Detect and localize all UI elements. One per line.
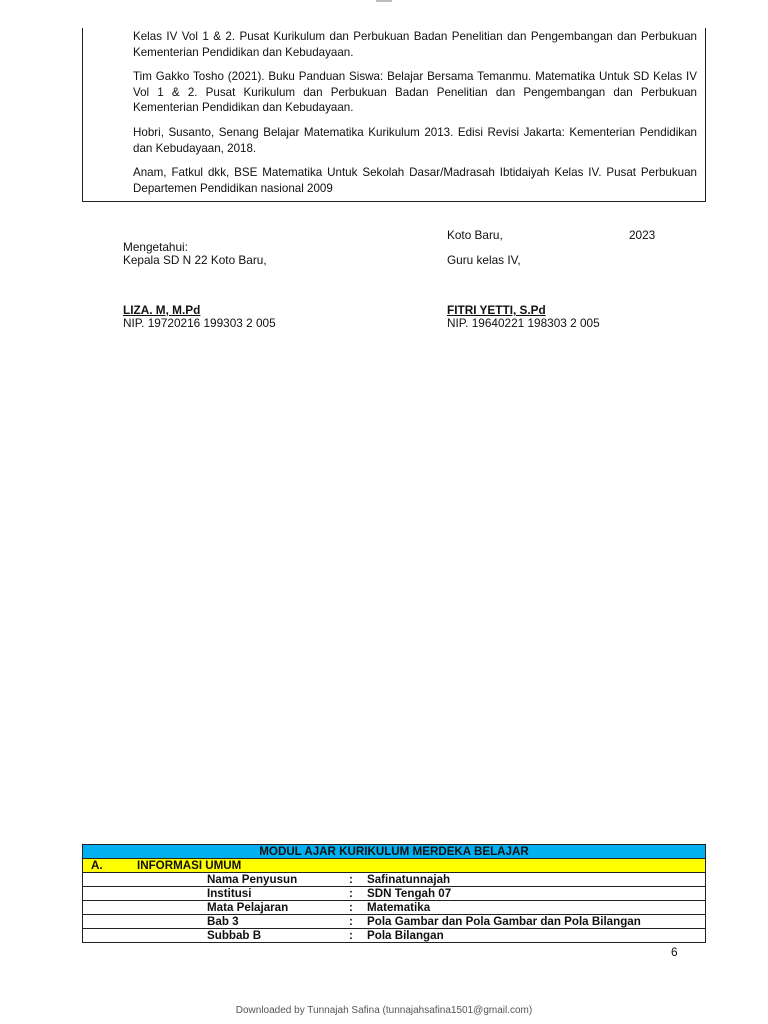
- table-title-row: [83, 845, 706, 859]
- reference-item: Tim Gakko Tosho (2021). Buku Panduan Siswa: Belajar Bersama Temanmu. Matematika Untuk SD Kelas IV Vol 1 & 2. Pusat Kurikulum dan Perbukuan Badan Penelitian dan Pengembangan dan Perbukuan Kementerian Pendidikan dan Kebudayaan.: [133, 70, 697, 115]
- row-value: SDN Tengah 07: [367, 887, 452, 900]
- table-title: MODUL AJAR KURIKULUM MERDEKA BELAJAR: [83, 845, 706, 859]
- download-footer: Downloaded by Tunnajah Safina (tunnajahsafina1501@gmail.com): [235, 1005, 533, 1016]
- reference-box: [82, 28, 706, 202]
- row-value: Pola Bilangan: [367, 929, 444, 942]
- reference-item: Anam, Fatkul dkk, BSE Matematika Untuk Sekolah Dasar/Madrasah Ibtidaiyah Kelas IV. Pusat Perbukuan Departemen Pendidikan nasional 2009: [133, 166, 697, 195]
- row-label: Bab 3: [207, 915, 239, 928]
- row-separator: :: [349, 915, 353, 928]
- row-label: Subbab B: [207, 929, 262, 942]
- table-row: [83, 887, 706, 901]
- row-separator: :: [349, 873, 353, 886]
- row-value: Matematika: [367, 901, 431, 914]
- reference-list: [133, 29, 697, 205]
- section-header-row: [83, 859, 706, 873]
- row-label: Institusi: [207, 887, 252, 900]
- row-separator: :: [349, 901, 353, 914]
- teacher-name: FITRI YETTI, S.Pd: [447, 303, 546, 317]
- row-value: Pola Gambar dan Pola Gambar dan Pola Bilangan: [367, 915, 641, 928]
- section-letter: A.: [91, 859, 103, 872]
- signature-year: 2023: [629, 228, 656, 242]
- row-value: Safinatunnajah: [367, 873, 451, 886]
- reference-item: Hobri, Susanto, Senang Belajar Matematika Kurikulum 2013. Edisi Revisi Jakarta: Kementerian Pendidikan dan Kebudayaan, 2018.: [133, 125, 697, 155]
- module-info-table: [82, 844, 706, 943]
- reference-item: Kelas IV Vol 1 & 2. Pusat Kurikulum dan Perbukuan Badan Penelitian dan Pengembangan dan Perbukuan Kementerian Pendidikan dan Kebudayaan.: [133, 30, 697, 59]
- acknowledge-label: Mengetahui:: [123, 240, 188, 254]
- table-row: [83, 915, 706, 929]
- row-label: Nama Penyusun: [207, 873, 298, 886]
- principal-name: LIZA. M, M.Pd: [123, 303, 201, 317]
- teacher-role: Guru kelas IV,: [447, 253, 521, 267]
- page-top-marker: [376, 0, 392, 2]
- table-row: [83, 901, 706, 915]
- row-label: Mata Pelajaran: [207, 901, 289, 914]
- principal-role: Kepala SD N 22 Koto Baru,: [123, 253, 267, 267]
- section-title: INFORMASI UMUM: [137, 859, 242, 872]
- signature-place: Koto Baru,: [447, 228, 503, 242]
- page-number: 6: [671, 945, 678, 959]
- principal-nip: NIP. 19720216 199303 2 005: [123, 316, 276, 330]
- table-row: [83, 929, 706, 943]
- table-row: [83, 873, 706, 887]
- teacher-nip: NIP. 19640221 198303 2 005: [447, 316, 600, 330]
- row-separator: :: [349, 929, 353, 942]
- row-separator: :: [349, 887, 353, 900]
